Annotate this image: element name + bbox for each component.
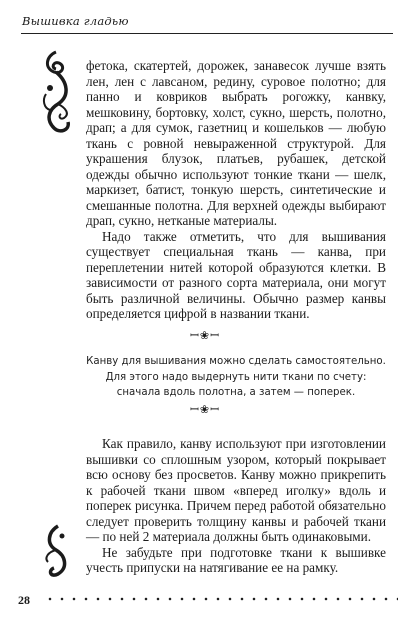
page-footer	[18, 593, 398, 607]
section-divider-ornament: ꟷ❀ꟷ	[189, 329, 221, 342]
body-text-block-1	[86, 58, 386, 322]
floral-ornament-bottom-icon	[40, 522, 74, 584]
header-rule	[21, 33, 393, 34]
paragraph: фетока, скатертей, дорожек, занавесок лучше взять лен, лен с лавсаном, редину, суровое полотно; для панно и ковриков выбрать рогожку, канвку, мешковину, бортовку, холст, сукно, шерсть, полотно, драп; а для сумок, газетниц и кошельков — любую ткань с ровной невыраженной структурой. Для украшения блузок, платьев, рубашек, детской одежды обычно используют тонкие ткани — шелк, маркизет, батист, тонкую шерсть, синтетические и смешанные полотна. Для верхней одежды выбирают драп, сукно, нетканые материалы.	[86, 58, 386, 228]
floral-ornament-top-icon	[40, 48, 74, 136]
note-line: Канву для вышивания можно сделать самостоятельно.	[86, 356, 386, 367]
paragraph: Как правило, канву используют при изготовлении вышивки со сплошным узором, который покрывает всю основу без просветов. Канву можно прикрепить к рабочей ткани швом «вперед иголку» вдоль и поперек рисунка. Причем перед работой обязательно следует проверить толщину канвы и рабочей ткани — по ней 2 материала должны быть одинаковыми.	[86, 436, 386, 544]
running-title: Вышивка гладью	[22, 14, 129, 28]
page-number: 28	[18, 593, 30, 607]
paragraph: Не забудьте при подготовке ткани к вышивке учесть припуски на натягивание ее на рамку.	[86, 544, 386, 575]
sidebar-note	[86, 354, 386, 401]
dotted-rule	[44, 597, 398, 601]
body-text-block-2	[86, 436, 386, 576]
paragraph: Надо также отметить, что для вышивания существует специальная ткань — канва, при переплетении нитей которой образуются клетки. В зависимости от разного сорта материала, они могут быть различной величины. Обычно размер канвы определяется цифрой в названии ткани.	[86, 228, 386, 321]
note-line: сначала вдоль полотна, а затем — поперек.	[116, 387, 356, 399]
note-line: Для этого надо выдернуть нити ткани по счету:	[105, 371, 367, 383]
section-divider-ornament: ꟷ❀ꟷ	[189, 403, 221, 416]
